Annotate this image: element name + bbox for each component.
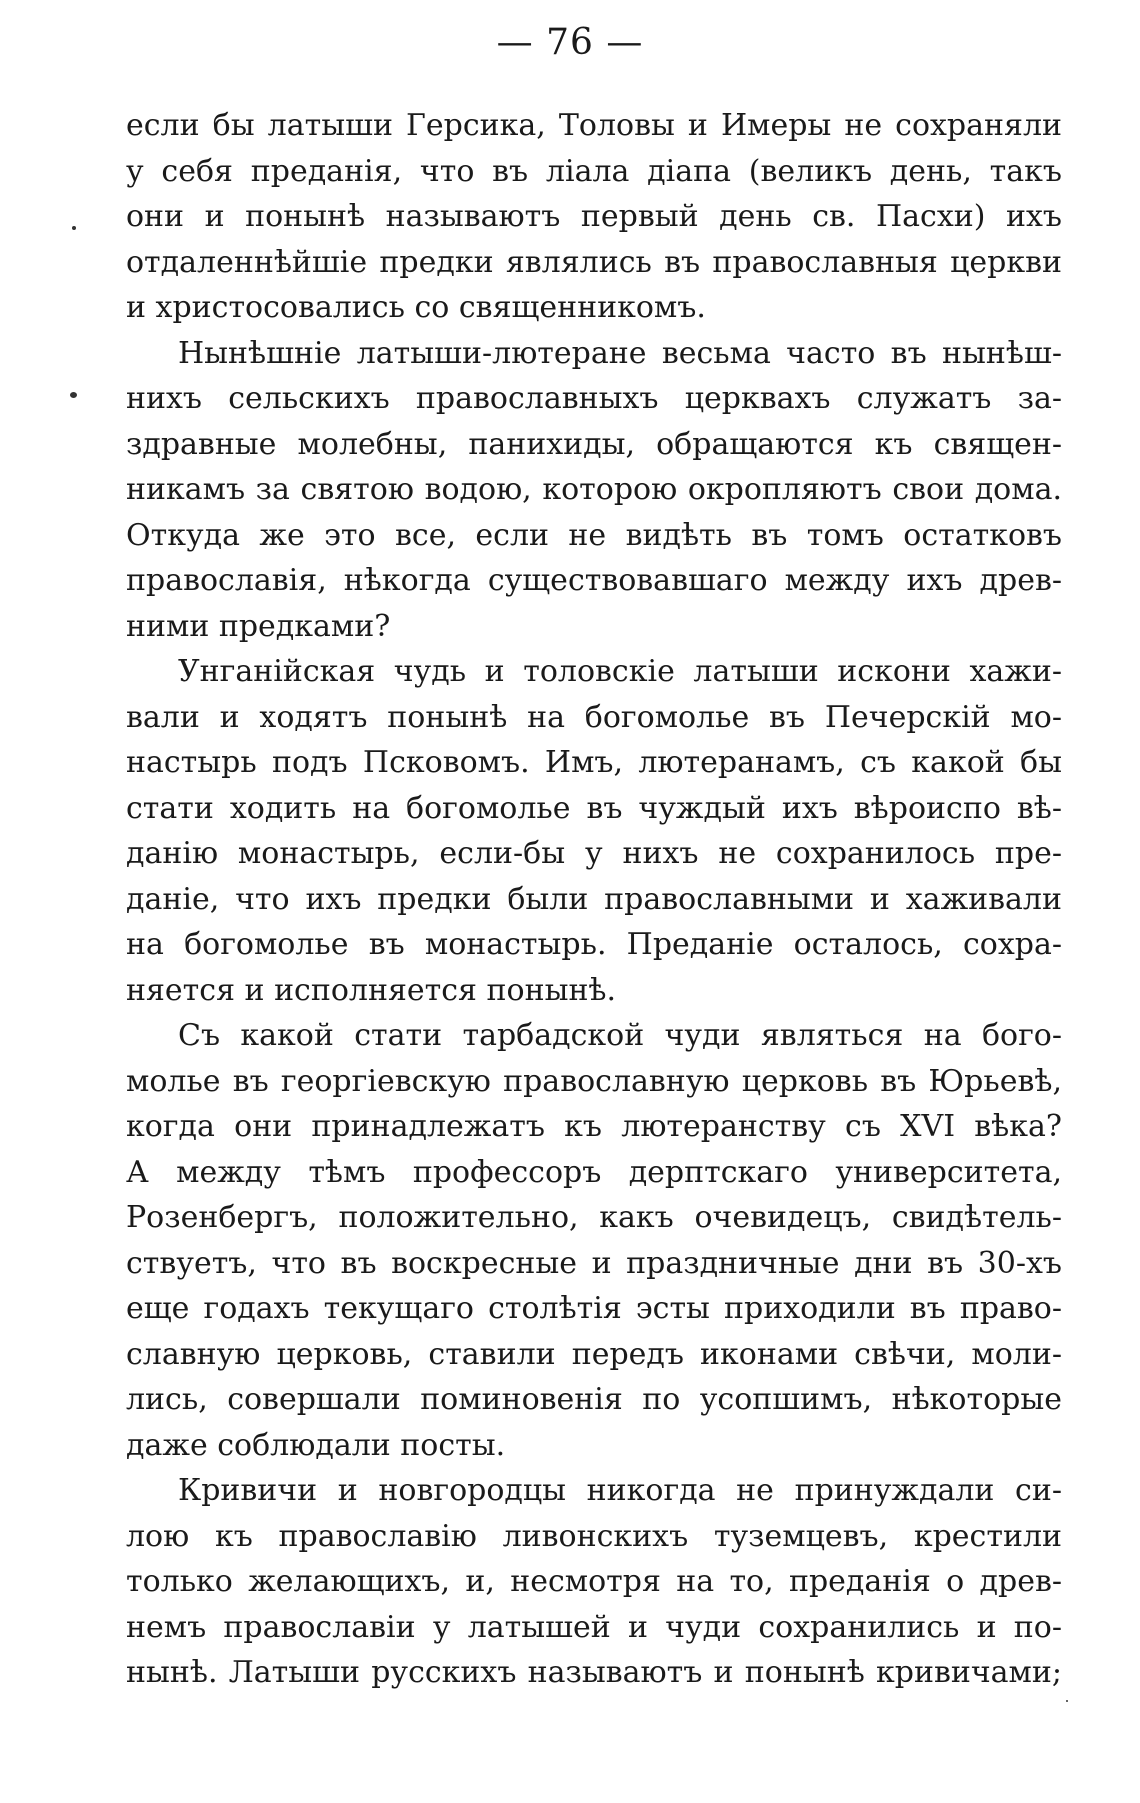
- text-line: здравные молебны, панихиды, обращаются къ священ-: [126, 426, 1062, 462]
- text-line: ствуетъ, что въ воскресные и праздничные дни въ 30-хъ: [126, 1245, 1062, 1281]
- ink-speck: [70, 392, 77, 398]
- text-line: ними предками?: [126, 608, 391, 644]
- text-line: настырь подъ Псковомъ. Имъ, лютеранамъ, съ какой бы: [126, 745, 1062, 780]
- ink-speck: [1066, 1700, 1068, 1702]
- text-line: Нынѣшніе латыши-лютеране весьма часто въ нынѣш-: [178, 335, 1062, 371]
- ink-speck: [72, 226, 76, 230]
- text-line: отдаленнѣйшіе предки являлись въ православныя церкви: [126, 244, 1062, 280]
- text-line: няется и исполняется понынѣ.: [126, 972, 617, 1008]
- paragraph-2: [126, 331, 1062, 650]
- text-line: стати ходить на богомолье въ чуждый ихъ вѣроиспо вѣ-: [126, 790, 1062, 826]
- text-line: А между тѣмъ профессоръ дерптскаго университета,: [126, 1154, 1062, 1190]
- page-number: — 76 —: [496, 22, 644, 63]
- text-line: славную церковь, ставили передъ иконами свѣчи, моли-: [126, 1336, 1062, 1372]
- text-line: молье въ георгіевскую православную церковь въ Юрьевѣ,: [126, 1063, 1062, 1099]
- text-line: Кривичи и новгородцы никогда не принуждали си-: [178, 1473, 1062, 1508]
- text-line: лою къ православію ливонскихъ туземцевъ, крестили: [126, 1518, 1062, 1554]
- page-text: [126, 103, 1062, 1696]
- text-line: еще годахъ текущаго столѣтія эсты приходили въ право-: [126, 1291, 1062, 1326]
- text-line: если бы латыши Герсика, Толовы и Имеры не сохраняли: [126, 108, 1062, 143]
- text-line: они и понынѣ называютъ первый день св. Пасхи) ихъ: [126, 199, 1062, 234]
- text-line: вали и ходятъ понынѣ на богомолье въ Печерскій мо-: [126, 699, 1062, 735]
- text-line: Откуда же это все, если не видѣть въ томъ остатковъ: [126, 517, 1062, 553]
- text-line: только желающихъ, и, несмотря на то, преданія о древ-: [126, 1564, 1062, 1599]
- text-line: Съ какой стати тарбадской чуди являться на бого-: [178, 1018, 1062, 1053]
- paragraph-4: [126, 1013, 1062, 1468]
- text-line: на богомолье въ монастырь. Преданіе осталось, сохра-: [126, 927, 1062, 962]
- text-line: данію монастырь, если-бы у нихъ не сохранилось пре-: [126, 836, 1062, 871]
- paragraph-3: [126, 649, 1062, 1013]
- text-line: никамъ за святою водою, которою окропляютъ свои дома.: [126, 472, 1062, 507]
- text-line: Унганійская чудь и толовскіе латыши искони хажи-: [178, 654, 1062, 689]
- text-line: Розенбергъ, положительно, какъ очевидецъ, свидѣтель-: [126, 1200, 1062, 1235]
- text-line: у себя преданія, что въ ліала діапа (великъ день, такъ: [126, 153, 1062, 189]
- paragraph-5: [126, 1468, 1062, 1696]
- text-line: нынѣ. Латыши русскихъ называютъ и понынѣ кривичами;: [126, 1655, 1062, 1690]
- text-line: когда они принадлежатъ къ лютеранству съ XVI вѣка?: [126, 1109, 1062, 1144]
- text-line: православія, нѣкогда существовавшаго между ихъ древ-: [126, 563, 1062, 598]
- text-line: даніе, что ихъ предки были православными и хаживали: [126, 881, 1062, 917]
- text-line: даже соблюдали посты.: [126, 1427, 506, 1463]
- text-line: немъ православіи у латышей и чуди сохранились и по-: [126, 1609, 1062, 1645]
- text-line: нихъ сельскихъ православныхъ церквахъ служатъ за-: [126, 381, 1062, 416]
- text-line: лись, совершали поминовенія по усопшимъ, нѣкоторые: [126, 1382, 1062, 1417]
- paragraph-1: [126, 103, 1062, 331]
- text-line: и христосовались со священникомъ.: [126, 290, 706, 325]
